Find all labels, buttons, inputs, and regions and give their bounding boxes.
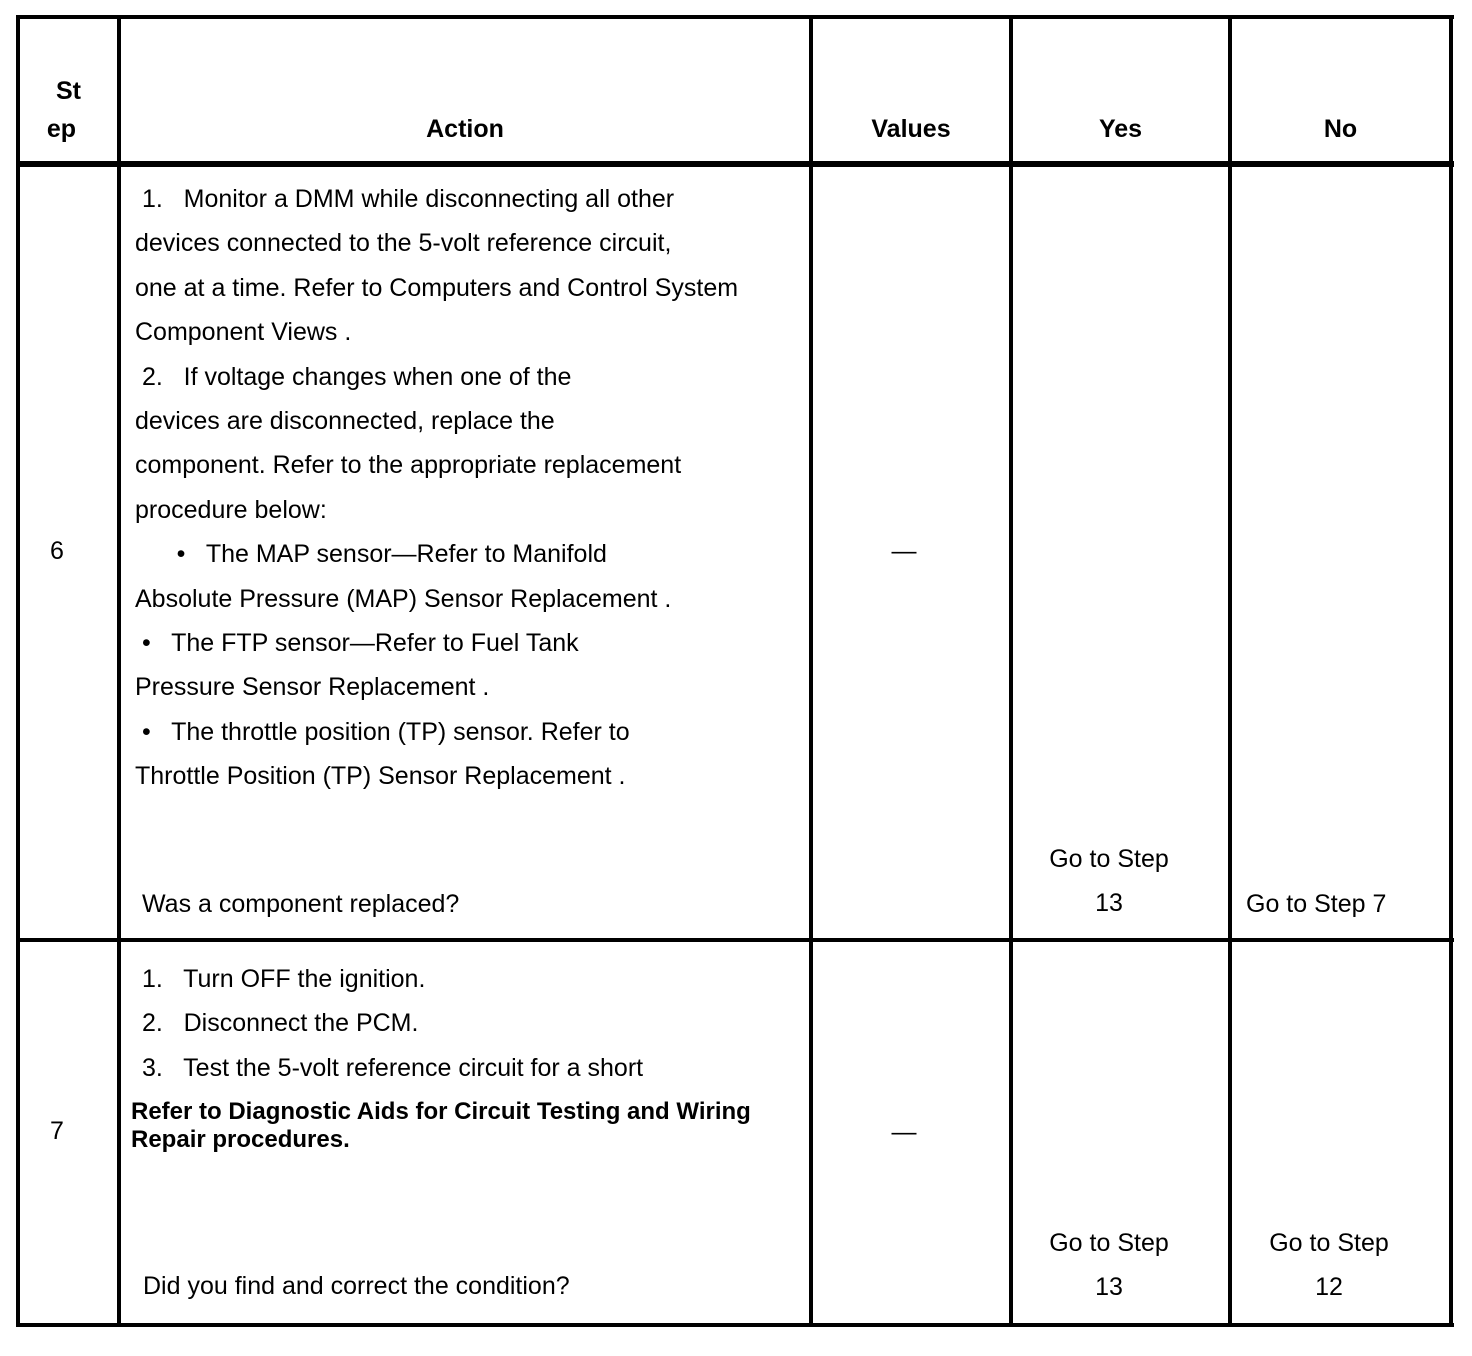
row-divider bbox=[16, 938, 1454, 942]
header-step-line1: St bbox=[56, 77, 81, 105]
values-cell: — bbox=[891, 537, 917, 565]
yes-result-line: Go to Step bbox=[1049, 1229, 1169, 1257]
action-instructions bbox=[135, 177, 738, 799]
table-border-top bbox=[16, 15, 1454, 19]
action-line: Absolute Pressure (MAP) Sensor Replacement . bbox=[135, 584, 672, 613]
header-step-line2: ep bbox=[46, 115, 77, 143]
action-line: Component Views . bbox=[135, 318, 352, 347]
action-line: • The FTP sensor—Refer to Fuel Tank bbox=[135, 629, 579, 658]
yes-result-line: 13 bbox=[1095, 1273, 1123, 1302]
no-result bbox=[1232, 1221, 1426, 1310]
action-line: 1. Turn OFF the ignition. bbox=[135, 965, 426, 993]
action-line: 1. Monitor a DMM while disconnecting all other bbox=[135, 185, 675, 213]
header-yes: Yes bbox=[1098, 115, 1143, 143]
header-no: No bbox=[1323, 115, 1358, 143]
yes-result-line: 13 bbox=[1095, 889, 1123, 918]
table-border-bottom bbox=[16, 1323, 1454, 1327]
column-divider-step bbox=[117, 15, 121, 1327]
action-line: Pressure Sensor Replacement . bbox=[135, 673, 490, 702]
no-result-line: Go to Step 7 bbox=[1246, 890, 1387, 918]
header-divider bbox=[16, 161, 1454, 167]
yes-result bbox=[1013, 837, 1205, 926]
table-border-right bbox=[1449, 15, 1453, 1327]
table-border-left bbox=[16, 15, 20, 1327]
question-text: Did you find and correct the condition? bbox=[143, 1272, 570, 1300]
action-note-line: Refer to Diagnostic Aids for Circuit Testing and Wiring bbox=[131, 1098, 751, 1125]
values-cell: — bbox=[891, 1118, 917, 1146]
action-line: 2. If voltage changes when one of the bbox=[135, 362, 572, 391]
header-values: Values bbox=[871, 115, 951, 143]
yes-result bbox=[1013, 1221, 1205, 1310]
action-line: 2. Disconnect the PCM. bbox=[135, 1009, 419, 1038]
yes-result-line: Go to Step bbox=[1049, 845, 1169, 873]
action-line: 3. Test the 5-volt reference circuit for a short bbox=[135, 1053, 644, 1082]
step-number: 6 bbox=[50, 537, 64, 565]
action-line: devices connected to the 5-volt reference circuit, bbox=[135, 229, 672, 258]
header-action: Action bbox=[426, 115, 504, 143]
column-divider-values bbox=[1009, 15, 1013, 1327]
action-line: • The MAP sensor—Refer to Manifold bbox=[135, 540, 607, 569]
no-result-line: 12 bbox=[1315, 1273, 1343, 1302]
action-line: Throttle Position (TP) Sensor Replacement . bbox=[135, 762, 626, 791]
column-divider-yes bbox=[1228, 15, 1232, 1327]
header-step bbox=[20, 72, 117, 148]
action-note bbox=[131, 1097, 751, 1155]
action-note-line: Repair procedures. bbox=[131, 1126, 350, 1153]
action-instructions bbox=[135, 957, 643, 1090]
action-line: procedure below: bbox=[135, 495, 327, 524]
no-result bbox=[1246, 882, 1386, 926]
action-line: • The throttle position (TP) sensor. Refer to bbox=[135, 717, 630, 746]
question-text: Was a component replaced? bbox=[142, 890, 460, 918]
no-result-line: Go to Step bbox=[1269, 1229, 1389, 1257]
action-line: component. Refer to the appropriate replacement bbox=[135, 451, 682, 480]
step-number: 7 bbox=[50, 1117, 64, 1145]
action-line: devices are disconnected, replace the bbox=[135, 407, 555, 436]
action-line: one at a time. Refer to Computers and Control System bbox=[135, 273, 739, 302]
